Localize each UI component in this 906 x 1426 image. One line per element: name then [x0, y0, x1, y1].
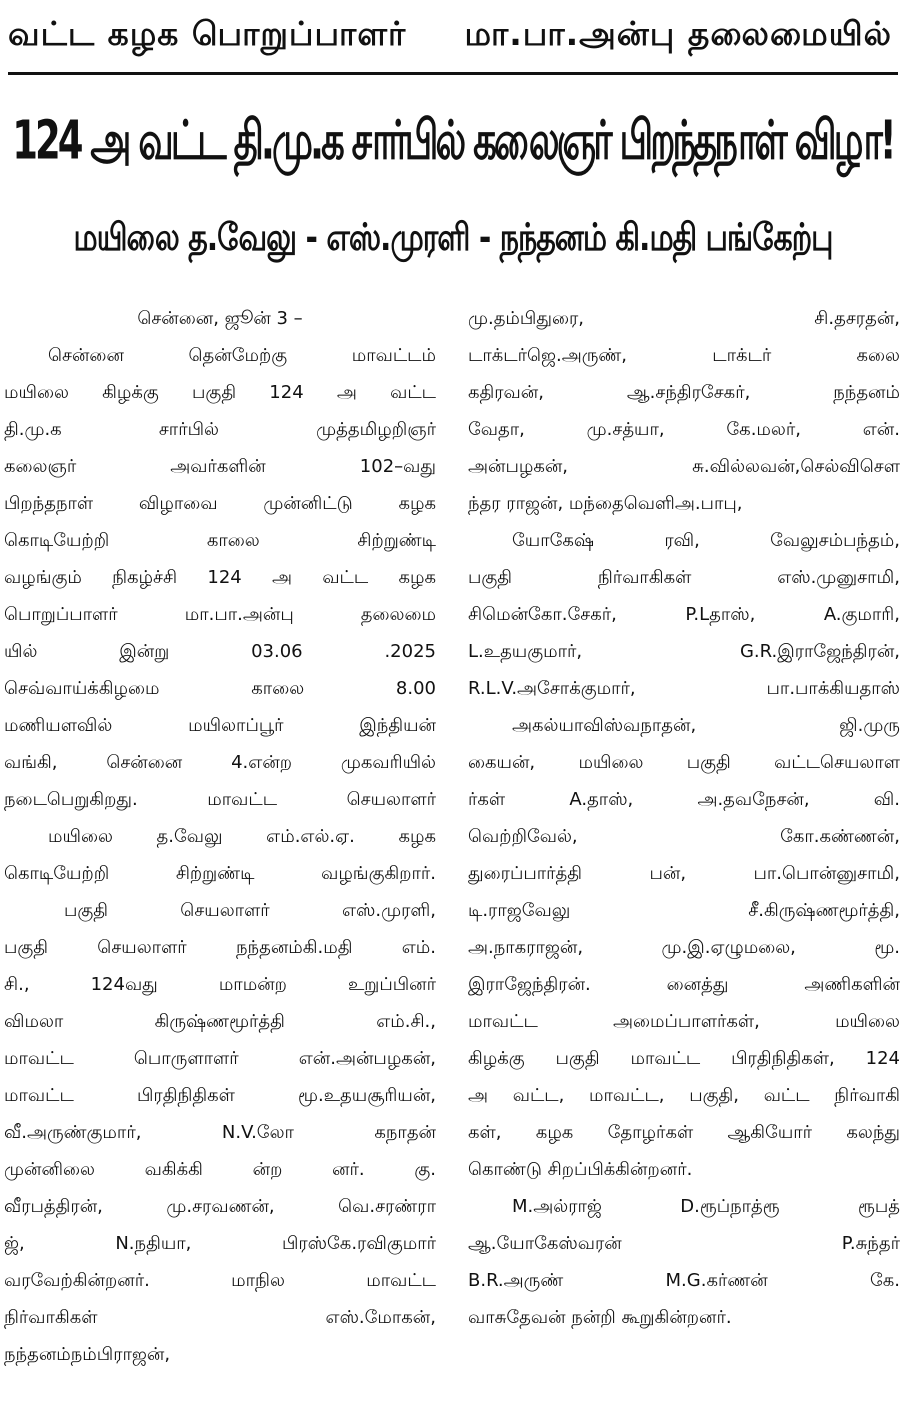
body-line: பிறந்தநாள் விழாவை முன்னிட்டு கழக [4, 493, 436, 514]
body-line: கொடியேற்றி சிற்றுண்டி வழங்குகிறார். [4, 863, 436, 884]
body-line: L.உதயகுமார், G.R.இராஜேந்திரன், [468, 641, 900, 662]
body-line: B.R.அருண் M.G.கர்ணன் கே. [468, 1270, 900, 1291]
body-line: அகல்யாவிஸ்வநாதன், ஜி.முரு [512, 715, 900, 736]
body-line: அன்பழகன், சு.வில்லவன்,செல்விசௌ [468, 456, 900, 477]
article-body [0, 300, 906, 1420]
body-line: கொடியேற்றி காலை சிற்றுண்டி [4, 530, 436, 551]
dateline: சென்னை, ஜூன் 3 – [137, 308, 303, 329]
body-line: துரைப்பார்த்தி பன், பா.பொன்னுசாமி, [468, 863, 900, 884]
body-line: மாவட்ட பொருளாளர் என்.அன்பழகன், [4, 1048, 436, 1069]
body-line: வங்கி, சென்னை 4.என்ற முகவரியில் [4, 752, 436, 773]
body-line: மாவட்ட பிரதிநிதிகள் மூ.உதயசூரியன், [4, 1085, 436, 1106]
body-line: வெற்றிவேல், கோ.கண்ணன், [468, 826, 900, 847]
body-line: மு.தம்பிதுரை, சி.தசரதன், [468, 308, 900, 329]
subheadline: மயிலை த.வேலு - எஸ்.முரளி - நந்தனம் கி.மதி பங்கேற்பு [73, 215, 833, 260]
kicker-line [8, 6, 892, 66]
kicker-left: வட்ட கழக பொறுப்பாளர் [8, 14, 407, 53]
body-line: பகுதி செயலாளர் எஸ்.முரளி, [64, 900, 436, 921]
body-line: மயிலை கிழக்கு பகுதி 124 அ வட்ட [4, 382, 436, 403]
body-line: வரவேற்கின்றனர். மாநில மாவட்ட [4, 1270, 436, 1291]
body-line: ந்தர ராஜன், மந்தைவெளிஅ.பாபு, [468, 493, 743, 514]
body-line: நிர்வாகிகள் எஸ்.மோகன், [4, 1307, 436, 1328]
body-column-right [468, 300, 900, 1336]
body-line: கள், கழக தோழர்கள் ஆகியோர் கலந்து [468, 1122, 900, 1143]
body-line: பகுதி நிர்வாகிகள் எஸ்.முனுசாமி, [468, 567, 900, 588]
body-line: சி., 124வது மாமன்ற உறுப்பினர் [4, 974, 436, 995]
body-line: டாக்டர்ஜெ.அருண், டாக்டர் கலை [468, 345, 900, 366]
body-line: கையன், மயிலை பகுதி வட்டசெயலாள [468, 752, 900, 773]
body-line: கிழக்கு பகுதி மாவட்ட பிரதிநிதிகள், 124 [468, 1048, 900, 1069]
body-column-left [4, 300, 436, 1373]
body-line: தி.மு.க சார்பில் முத்தமிழறிஞர் [4, 419, 436, 440]
body-line: கொண்டு சிறப்பிக்கின்றனர். [468, 1159, 693, 1180]
body-line: முன்னிலை வகிக்கி ன்ற னர். கு. [4, 1159, 436, 1180]
body-line: மயிலை த.வேலு எம்.எல்.ஏ. கழக [48, 826, 436, 847]
body-line: மாவட்ட அமைப்பாளர்கள், மயிலை [468, 1011, 900, 1032]
body-line: கதிரவன், ஆ.சந்திரசேகர், நந்தனம் [468, 382, 900, 403]
body-line: R.L.V.அசோக்குமார், பா.பாக்கியதாஸ் [468, 678, 900, 699]
body-line: சிமென்கோ.சேகர், P.Lதாஸ், A.குமாரி, [468, 604, 900, 625]
body-line: வீரபத்திரன், மு.சரவணன், வெ.சரண்ரா [4, 1196, 436, 1217]
headline: 124 அ வட்ட தி.மு.க சார்பில் கலைஞர் பிறந்தநாள் விழா! [12, 109, 894, 172]
body-line: இராஜேந்திரன். னைத்து அணிகளின் [468, 974, 900, 995]
body-line: பகுதி செயலாளர் நந்தனம்கி.மதி எம். [4, 937, 436, 958]
body-line: ஆ.யோகேஸ்வரன் P.சுந்தர் [468, 1233, 900, 1254]
body-line: கலைஞர் அவர்களின் 102–வது [4, 456, 436, 477]
body-line: வாசுதேவன் நன்றி கூறுகின்றனர். [468, 1307, 732, 1328]
body-line: யில் இன்று 03.06 .2025 [4, 641, 436, 662]
body-line: M.அல்ராஜ் D.ரூப்நாத்ரூ ரூபத் [512, 1196, 900, 1217]
body-line: டி.ராஜவேலு சீ.கிருஷ்ணமூர்த்தி, [468, 900, 900, 921]
body-line: வீ.அருண்குமார், N.V.லோ கநாதன் [4, 1122, 436, 1143]
body-line: நடைபெறுகிறது. மாவட்ட செயலாளர் [4, 789, 436, 810]
body-line: ஜ், N.நதியா, பிரஸ்கே.ரவிகுமார் [4, 1233, 436, 1254]
body-line: யோகேஷ் ரவி, வேலுசம்பந்தம், [512, 530, 900, 551]
body-line: பொறுப்பாளர் மா.பா.அன்பு தலைமை [4, 604, 436, 625]
body-line: வேதா, மு.சத்யா, கே.மலர், என். [468, 419, 900, 440]
body-line: நந்தனம்நம்பிராஜன், [4, 1344, 171, 1365]
body-line: ர்கள் A.தாஸ், அ.தவநேசன், வி. [468, 789, 900, 810]
body-line: மணியளவில் மயிலாப்பூர் இந்தியன் [4, 715, 436, 736]
body-line: அ.நாகராஜன், மு.இ.ஏழுமலை, மூ. [468, 937, 900, 958]
body-line: அ வட்ட, மாவட்ட, பகுதி, வட்ட நிர்வாகி [468, 1085, 900, 1106]
kicker-right: மா.பா.அன்பு தலைமையில் [464, 14, 892, 53]
body-line: சென்னை தென்மேற்கு மாவட்டம் [48, 345, 436, 366]
body-line: வழங்கும் நிகழ்ச்சி 124 அ வட்ட கழக [4, 567, 436, 588]
body-line: விமலா கிருஷ்ணமூர்த்தி எம்.சி., [4, 1011, 436, 1032]
body-line: செவ்வாய்க்கிழமை காலை 8.00 [4, 678, 436, 699]
